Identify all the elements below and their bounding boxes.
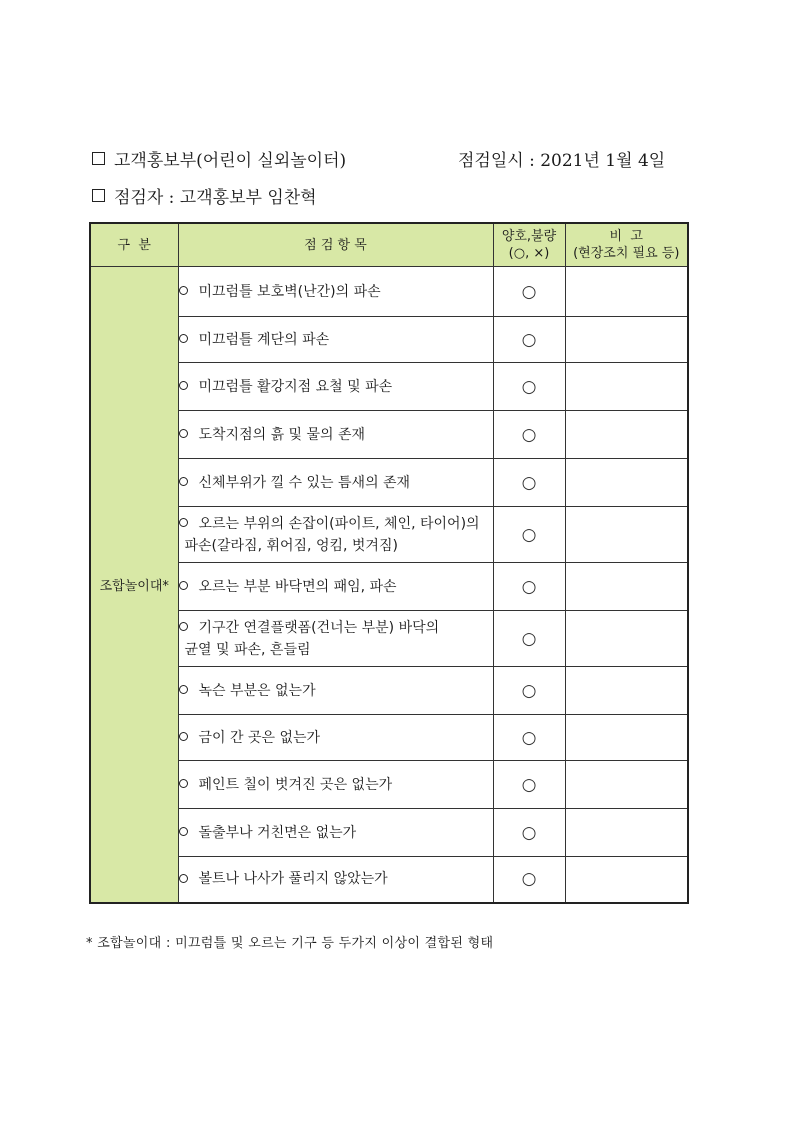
department-line <box>92 146 346 171</box>
remark-cell <box>565 761 688 809</box>
check-item-cell <box>178 459 493 507</box>
header-item: 점 검 항 목 <box>178 223 493 267</box>
check-item-cell <box>178 809 493 857</box>
table-row <box>90 507 688 563</box>
table-row <box>90 761 688 809</box>
footnote: * 조합놀이대 : 미끄럼틀 및 오르는 기구 등 두가지 이상이 결합된 형태 <box>86 936 494 951</box>
table-header-row <box>90 223 688 267</box>
check-item-cell <box>178 317 493 363</box>
table-row <box>90 317 688 363</box>
category-cell: 조합놀이대* <box>90 267 178 903</box>
header-result: 양호,불량 (○, ×) <box>493 223 565 267</box>
check-item-text: 미끄럼틀 활강지점 요철 및 파손 <box>198 378 393 395</box>
table-row <box>90 363 688 411</box>
inspection-date: 점검일시 : 2021년 1월 4일 <box>458 151 666 171</box>
remark-cell <box>565 411 688 459</box>
result-mark: ○ <box>493 411 565 459</box>
circle-bullet-icon <box>179 622 188 631</box>
remark-cell <box>565 317 688 363</box>
circle-bullet-icon <box>179 581 188 590</box>
result-mark: ○ <box>493 715 565 761</box>
remark-cell <box>565 715 688 761</box>
check-item-cell <box>178 715 493 761</box>
result-mark: ○ <box>493 363 565 411</box>
table-row <box>90 411 688 459</box>
result-mark: ○ <box>493 317 565 363</box>
result-mark: ○ <box>493 761 565 809</box>
circle-bullet-icon <box>179 732 188 741</box>
remark-cell <box>565 363 688 411</box>
table-row <box>90 267 688 317</box>
table-row <box>90 459 688 507</box>
circle-bullet-icon <box>179 874 188 883</box>
circle-bullet-icon <box>179 334 188 343</box>
check-item-cell <box>178 411 493 459</box>
check-item-text: 돌출부나 거친면은 없는가 <box>198 824 357 841</box>
check-item-cell <box>178 507 493 563</box>
check-item-text: 볼트나 나사가 풀리지 않았는가 <box>198 871 388 888</box>
circle-bullet-icon <box>179 827 188 836</box>
table-row <box>90 809 688 857</box>
check-item-cell <box>178 857 493 903</box>
header-category: 구 분 <box>90 223 178 267</box>
check-item-cell <box>178 611 493 667</box>
remark-cell <box>565 563 688 611</box>
result-mark: ○ <box>493 611 565 667</box>
table-row <box>90 563 688 611</box>
check-item-text: 오르는 부분 바닥면의 패임, 파손 <box>198 578 397 595</box>
remark-cell <box>565 459 688 507</box>
result-mark: ○ <box>493 563 565 611</box>
check-item-text: 미끄럼틀 보호벽(난간)의 파손 <box>198 283 381 300</box>
check-item-text: 신체부위가 낄 수 있는 틈새의 존재 <box>198 474 411 491</box>
check-item-text: 오르는 부위의 손잡이(파이트, 체인, 타이어)의 <box>198 515 480 532</box>
check-item-cell <box>178 563 493 611</box>
inspector-line <box>92 183 317 208</box>
remark-cell <box>565 667 688 715</box>
check-item-text: 기구간 연결플랫폼(건너는 부분) 바닥의 <box>198 619 440 636</box>
result-mark: ○ <box>493 459 565 507</box>
result-mark: ○ <box>493 809 565 857</box>
checkbox-square-icon <box>92 152 105 165</box>
circle-bullet-icon <box>179 779 188 788</box>
check-item-text-continued: 파손(갈라짐, 휘어짐, 엉킴, 벗겨짐) <box>184 537 398 554</box>
circle-bullet-icon <box>179 429 188 438</box>
check-item-cell <box>178 761 493 809</box>
table-row <box>90 611 688 667</box>
inspection-table <box>89 222 689 904</box>
remark-cell <box>565 611 688 667</box>
remark-cell <box>565 809 688 857</box>
checkbox-square-icon <box>92 189 105 202</box>
remark-cell <box>565 857 688 903</box>
result-mark: ○ <box>493 857 565 903</box>
check-item-cell <box>178 667 493 715</box>
check-item-text: 도착지점의 흙 및 물의 존재 <box>198 426 366 443</box>
circle-bullet-icon <box>179 685 188 694</box>
check-item-text: 미끄럼틀 계단의 파손 <box>198 331 330 348</box>
table-row <box>90 715 688 761</box>
header-remark: 비 고 (현장조치 필요 등) <box>565 223 688 267</box>
remark-cell <box>565 267 688 317</box>
table-row <box>90 857 688 903</box>
check-item-cell <box>178 363 493 411</box>
check-item-text-continued: 균열 및 파손, 흔들림 <box>184 641 311 658</box>
check-item-text: 녹슨 부분은 없는가 <box>198 682 316 699</box>
circle-bullet-icon <box>179 286 188 295</box>
circle-bullet-icon <box>179 381 188 390</box>
check-item-cell <box>178 267 493 317</box>
result-mark: ○ <box>493 667 565 715</box>
table-row <box>90 667 688 715</box>
check-item-text: 페인트 칠이 벗겨진 곳은 없는가 <box>198 776 393 793</box>
department-text: 고객홍보부(어린이 실외놀이터) <box>114 151 347 171</box>
check-item-text: 금이 간 곳은 없는가 <box>198 729 321 746</box>
circle-bullet-icon <box>179 477 188 486</box>
inspector-text: 점검자 : 고객홍보부 임찬혁 <box>114 188 317 208</box>
result-mark: ○ <box>493 507 565 563</box>
remark-cell <box>565 507 688 563</box>
result-mark: ○ <box>493 267 565 317</box>
circle-bullet-icon <box>179 518 188 527</box>
